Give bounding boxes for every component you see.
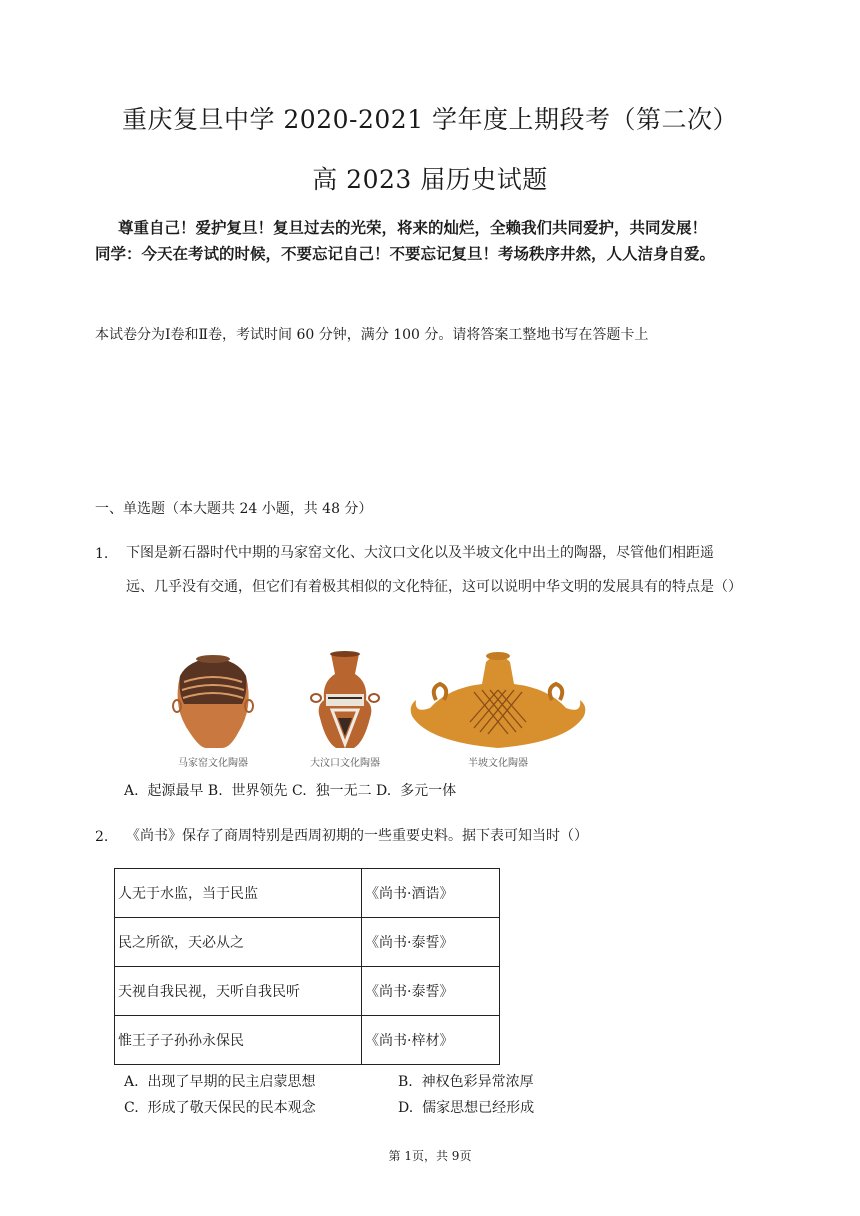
- table-cell-quote: 民之所欲，天必从之: [115, 918, 362, 967]
- table-cell-quote: 天视自我民视，天听自我民听: [115, 967, 362, 1016]
- table-row: [115, 1016, 500, 1065]
- figure-caption-majiayao: 马家窑文化陶器: [178, 758, 248, 769]
- banpo-pottery-image: [411, 652, 586, 748]
- question-text: 《尚书》保存了商周特别是西周初期的一些重要史料。据下表可知当时（）: [126, 828, 588, 844]
- pottery-illustration: [168, 648, 588, 773]
- question-text: 下图是新石器时代中期的马家窑文化、大汶口文化以及半坡文化中出土的陶器，尽管他们相距遥: [126, 545, 714, 561]
- table-row: [115, 869, 500, 918]
- question-number: 2.: [95, 829, 109, 845]
- option-b: B. 神权色彩异常浓厚: [398, 1074, 534, 1090]
- table-cell-quote: 人无于水监，当于民监: [115, 869, 362, 918]
- table-cell-source: 《尚书·酒诰》: [362, 869, 500, 918]
- page-number: 第 1页，共 9页: [388, 1149, 472, 1163]
- pottery-figure: [168, 648, 588, 773]
- exam-title-line1: 重庆复旦中学 2020-2021 学年度上期段考（第二次）: [121, 105, 739, 134]
- option-d: D. 儒家思想已经形成: [398, 1100, 535, 1116]
- option-c: C. 形成了敬天保民的民本观念: [124, 1100, 316, 1116]
- figure-caption-dawenkou: 大汶口文化陶器: [310, 758, 380, 769]
- motto-line1: 尊重自己！爱护复旦！复旦过去的光荣，将来的灿烂，全赖我们共同爱护，共同发展！: [118, 219, 708, 237]
- dawenkou-pottery-image: [311, 651, 379, 748]
- question-options: A. 起源最早 B. 世界领先 C. 独一无二 D. 多元一体: [124, 783, 457, 799]
- table-cell-source: 《尚书·泰誓》: [362, 967, 500, 1016]
- table-row: [115, 967, 500, 1016]
- option-a: A. 出现了早期的民主启蒙思想: [124, 1074, 316, 1090]
- section-heading: 一、单选题（本大题共 24 小题，共 48 分）: [95, 501, 373, 517]
- exam-instructions: 本试卷分为Ⅰ卷和Ⅱ卷，考试时间 60 分钟，满分 100 分。请将答案工整地书写在答题卡上: [95, 327, 649, 343]
- table-cell-source: 《尚书·梓材》: [362, 1016, 500, 1065]
- majiayao-pottery-image: [173, 655, 253, 748]
- source-table: [114, 868, 500, 1065]
- question-text: 远、几乎没有交通，但它们有着极其相似的文化特征，这可以说明中华文明的发展具有的特点是（）: [126, 579, 742, 595]
- question-number: 1.: [95, 546, 109, 562]
- table-cell-source: 《尚书·泰誓》: [362, 918, 500, 967]
- motto-line2: 同学：今天在考试的时候，不要忘记自己！不要忘记复旦！考场秩序井然，人人洁身自爱。: [95, 245, 716, 263]
- figure-caption-banpo: 半坡文化陶器: [468, 758, 528, 769]
- table-cell-quote: 惟王子子孙孙永保民: [115, 1016, 362, 1065]
- exam-title-line2: 高 2023 届历史试题: [312, 165, 548, 194]
- table-row: [115, 918, 500, 967]
